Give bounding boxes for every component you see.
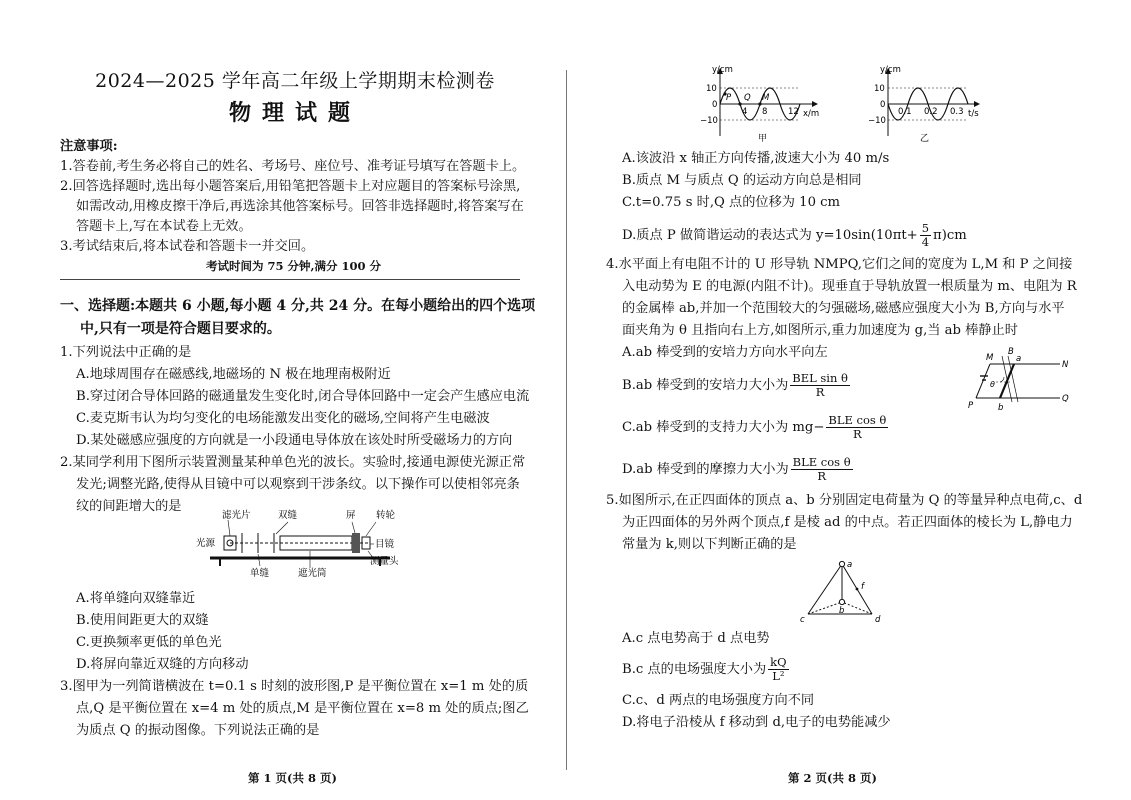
q2-stem-1: 2.某同学利用下图所示装置测量某种单色光的波长。实验时,接通电源使光源正常 <box>60 455 526 470</box>
q3-option-d-frac-num: 5 <box>921 221 930 235</box>
q4-option-b <box>622 372 852 399</box>
fig-b-yaxis: y/cm <box>880 65 901 75</box>
fig-a-point-m: M <box>762 93 770 103</box>
q2-stem-3: 纹的间距增大的是 <box>76 499 182 514</box>
fig-label-single-slit: 单缝 <box>250 568 270 579</box>
fig-label-head: 测量头 <box>370 556 399 567</box>
notice-line-1: 1.答卷前,考生务必将自己的姓名、考场号、座位号、准考证号填写在答题卡上。 <box>60 159 526 174</box>
q4-label-b: B <box>1008 347 1014 357</box>
q3-stem-3: 为质点 Q 的振动图像。下列说法正确的是 <box>76 723 320 738</box>
q3-option-b: B.质点 M 与质点 Q 的运动方向总是相同 <box>622 173 862 188</box>
fig-a-point-p: P <box>726 93 732 103</box>
q4-option-d <box>622 456 855 483</box>
q3-option-d-inner-right: π)cm <box>933 228 967 243</box>
q5-stem-1: 5.如图所示,在正四面体的顶点 a、b 分别固定电荷量为 Q 的等量异种点电荷,c、d <box>606 493 1083 508</box>
q4-stem-3: 的金属棒 ab,并加一个范围较大的匀强磁场,磁感应强度大小为 B,方向与水平 <box>622 301 1065 316</box>
q4-option-c-den: R <box>853 427 862 441</box>
q1-option-b: B.穿过闭合导体回路的磁通量发生变化时,闭合导体回路中一定会产生感应电流 <box>76 389 530 404</box>
fig-a-xtick-8: 8 <box>762 107 768 117</box>
fig-label-tube: 遮光筒 <box>298 568 327 579</box>
fig-label-filter: 滤光片 <box>222 510 251 521</box>
q5-option-a: A.c 点电势高于 d 点电势 <box>622 631 770 646</box>
q5-option-b <box>622 656 791 683</box>
q1-stem: 1.下列说法中正确的是 <box>60 345 192 360</box>
q5-stem-3: 常量为 k,则以下判断正确的是 <box>622 537 797 552</box>
fig-b-ytick-neg10: −10 <box>868 116 886 126</box>
q1-option-a: A.地球周围存在磁感线,地磁场的 N 极在地理南极附近 <box>76 367 391 382</box>
q3-option-a: A.该波沿 x 轴正方向传播,波速大小为 40 m/s <box>622 151 890 166</box>
q4-stem-1: 4.水平面上有电阻不计的 U 形导轨 NMPQ,它们之间的宽度为 L,M 和 P 之间接 <box>606 257 1073 272</box>
q4-label-a: a <box>1016 354 1022 364</box>
fig-b-xtick-03: 0.3 <box>950 107 964 117</box>
q4-option-c <box>622 414 890 441</box>
q3-option-d-inner-left: (10πt+ <box>870 228 918 243</box>
fig-a-ytick-0: 0 <box>712 100 718 110</box>
q4-option-c-num: BLE cos θ <box>828 413 887 427</box>
q4-label-m: M <box>986 353 994 363</box>
exam-title: 2024—2025 学年高二年级上学期期末检测卷 <box>95 70 495 92</box>
q5-stem-2: 为正四面体的另外两个顶点,f 是棱 ad 的中点。若正四面体的棱长为 L,静电力 <box>622 515 1073 530</box>
q4-option-b-prefix: B.ab 棒受到的安培力大小为 <box>622 378 789 393</box>
fig-b-xaxis: t/s <box>968 109 979 119</box>
q2-option-d: D.将屏向靠近双缝的方向移动 <box>76 657 249 672</box>
q4-option-b-num: BEL sin θ <box>792 371 848 385</box>
notice-heading: 注意事项: <box>60 139 118 154</box>
fig-a-point-q: Q <box>744 93 751 103</box>
q5-label-a: a <box>847 560 853 570</box>
q2-option-c: C.更换频率更低的单色光 <box>76 635 222 650</box>
q2-option-b: B.使用间距更大的双缝 <box>76 613 209 628</box>
section1-heading: 一、选择题:本题共 6 小题,每小题 4 分,共 24 分。在每小题给出的四个选项 <box>60 298 536 314</box>
q4-label-n: N <box>1062 360 1069 370</box>
fig-b-xtick-01: 0.1 <box>898 107 912 117</box>
fig-b-ytick-10: 10 <box>874 84 885 94</box>
q4-option-b-fraction <box>790 372 850 399</box>
q4-stem-2: 入电动势为 E 的电源(内阻不计)。现垂直于导轨放置一根质量为 m、电阻为 R <box>622 279 1077 294</box>
q1-option-d: D.某处磁感应强度的方向就是一小段通电导体放在该处时所受磁场力的方向 <box>76 433 513 448</box>
q5-option-b-fraction <box>768 656 788 683</box>
fig-a-ytick-neg10: −10 <box>700 116 718 126</box>
q4-rail-figure <box>960 346 1070 414</box>
fig-a-ytick-10: 10 <box>706 84 717 94</box>
q3-option-d-prefix: D.质点 P 做简谐运动的表达式为 y=10sin <box>622 228 871 243</box>
q4-option-d-num: BLE cos θ <box>792 455 851 469</box>
q5-label-c: c <box>800 615 805 625</box>
q2-stem-2: 发光;调整光路,使得从目镜中可以观察到干涉条纹。以下操作可以使相邻亮条 <box>76 477 520 492</box>
q5-option-d: D.将电子沿棱从 f 移动到 d,电子的电势能减少 <box>622 715 891 730</box>
q4-option-d-prefix: D.ab 棒受到的摩擦力大小为 <box>622 462 789 477</box>
notice-line-3: 如需改动,用橡皮擦干净后,再选涂其他答案标号。回答非选择题时,将答案写在 <box>76 199 524 214</box>
q4-option-c-fraction <box>826 414 888 441</box>
subject-title: 物理试题 <box>228 100 361 126</box>
notice-line-2: 2.回答选择题时,选出每小题答案后,用铅笔把答题卡上对应题目的答案标号涂黑, <box>60 179 521 194</box>
fig-label-double-slit: 双缝 <box>278 510 298 521</box>
q4-stem-4: 面夹角为 θ 且指向右上方,如图所示,重力加速度为 g,当 ab 棒静止时 <box>622 323 1018 338</box>
divider-rule <box>60 279 520 280</box>
fig-a-xaxis: x/m <box>803 109 820 119</box>
q3-vibration-figure-b <box>868 66 998 144</box>
q3-option-c: C.t=0.75 s 时,Q 点的位移为 10 cm <box>622 195 841 210</box>
q5-label-b: b <box>839 606 845 616</box>
fig-a-caption: 甲 <box>758 134 768 144</box>
q5-label-f: f <box>861 582 864 592</box>
q3-option-d <box>622 222 967 249</box>
fig-label-wheel: 转轮 <box>376 510 396 521</box>
fig-a-xtick-4: 4 <box>742 107 748 117</box>
time-info: 考试时间为 75 分钟,满分 100 分 <box>206 259 382 273</box>
footer-right: 第 2 页(共 8 页) <box>788 771 877 785</box>
q3-option-d-frac-den: 4 <box>921 235 930 249</box>
fig-b-xtick-02: 0.2 <box>924 107 938 117</box>
fig-a-xtick-12: 12 <box>788 107 799 117</box>
q5-label-d: d <box>875 615 881 625</box>
notice-line-4: 答题卡上,写在本试卷上无效。 <box>76 219 252 234</box>
q2-option-a: A.将单缝向双缝靠近 <box>76 591 196 606</box>
q2-apparatus-figure <box>190 510 400 580</box>
q3-wave-figure-a <box>700 66 830 144</box>
q4-option-d-den: R <box>817 469 826 483</box>
q5-tetrahedron-figure <box>796 558 888 626</box>
q5-option-c: C.c、d 两点的电场强度方向不同 <box>622 693 815 708</box>
fig-b-ytick-0: 0 <box>880 100 886 110</box>
q5-option-b-num: kQ <box>770 655 787 669</box>
q5-option-b-prefix: B.c 点的电场强度大小为 <box>622 662 767 677</box>
q4-option-a: A.ab 棒受到的安培力方向水平向左 <box>622 345 828 360</box>
fig-label-eyepiece: 目镜 <box>375 539 395 550</box>
fig-label-source: 光源 <box>196 538 216 549</box>
q4-option-c-prefix: C.ab 棒受到的支持力大小为 mg− <box>622 420 825 435</box>
q5-option-b-den: L² <box>772 669 785 683</box>
q4-label-bpt: b <box>998 403 1004 413</box>
fig-a-yaxis: y/cm <box>712 65 733 75</box>
q4-option-b-den: R <box>815 385 825 399</box>
notice-line-5: 3.考试结束后,将本试卷和答题卡一并交回。 <box>60 239 315 254</box>
q4-label-theta: θ <box>990 380 995 389</box>
q3-option-d-fraction <box>920 222 931 249</box>
q1-option-c: C.麦克斯韦认为均匀变化的电场能激发出变化的磁场,空间将产生电磁波 <box>76 411 490 426</box>
q4-label-q: Q <box>1062 394 1069 404</box>
q3-stem-1: 3.图甲为一列简谐横波在 t=0.1 s 时刻的波形图,P 是平衡位置在 x=1 m 处的质 <box>60 679 529 694</box>
column-divider <box>566 70 567 770</box>
fig-label-screen: 屏 <box>346 510 356 521</box>
q4-label-p: P <box>968 401 974 411</box>
q4-option-d-fraction <box>791 456 853 483</box>
footer-left: 第 1 页(共 8 页) <box>248 771 337 785</box>
fig-b-caption: 乙 <box>920 134 930 144</box>
q3-stem-2: 点,Q 是平衡位置在 x=4 m 处的质点,M 是平衡位置在 x=8 m 处的质点;图乙 <box>76 701 529 716</box>
section1-heading-2: 中,只有一项是符合题目要求的。 <box>80 321 281 337</box>
